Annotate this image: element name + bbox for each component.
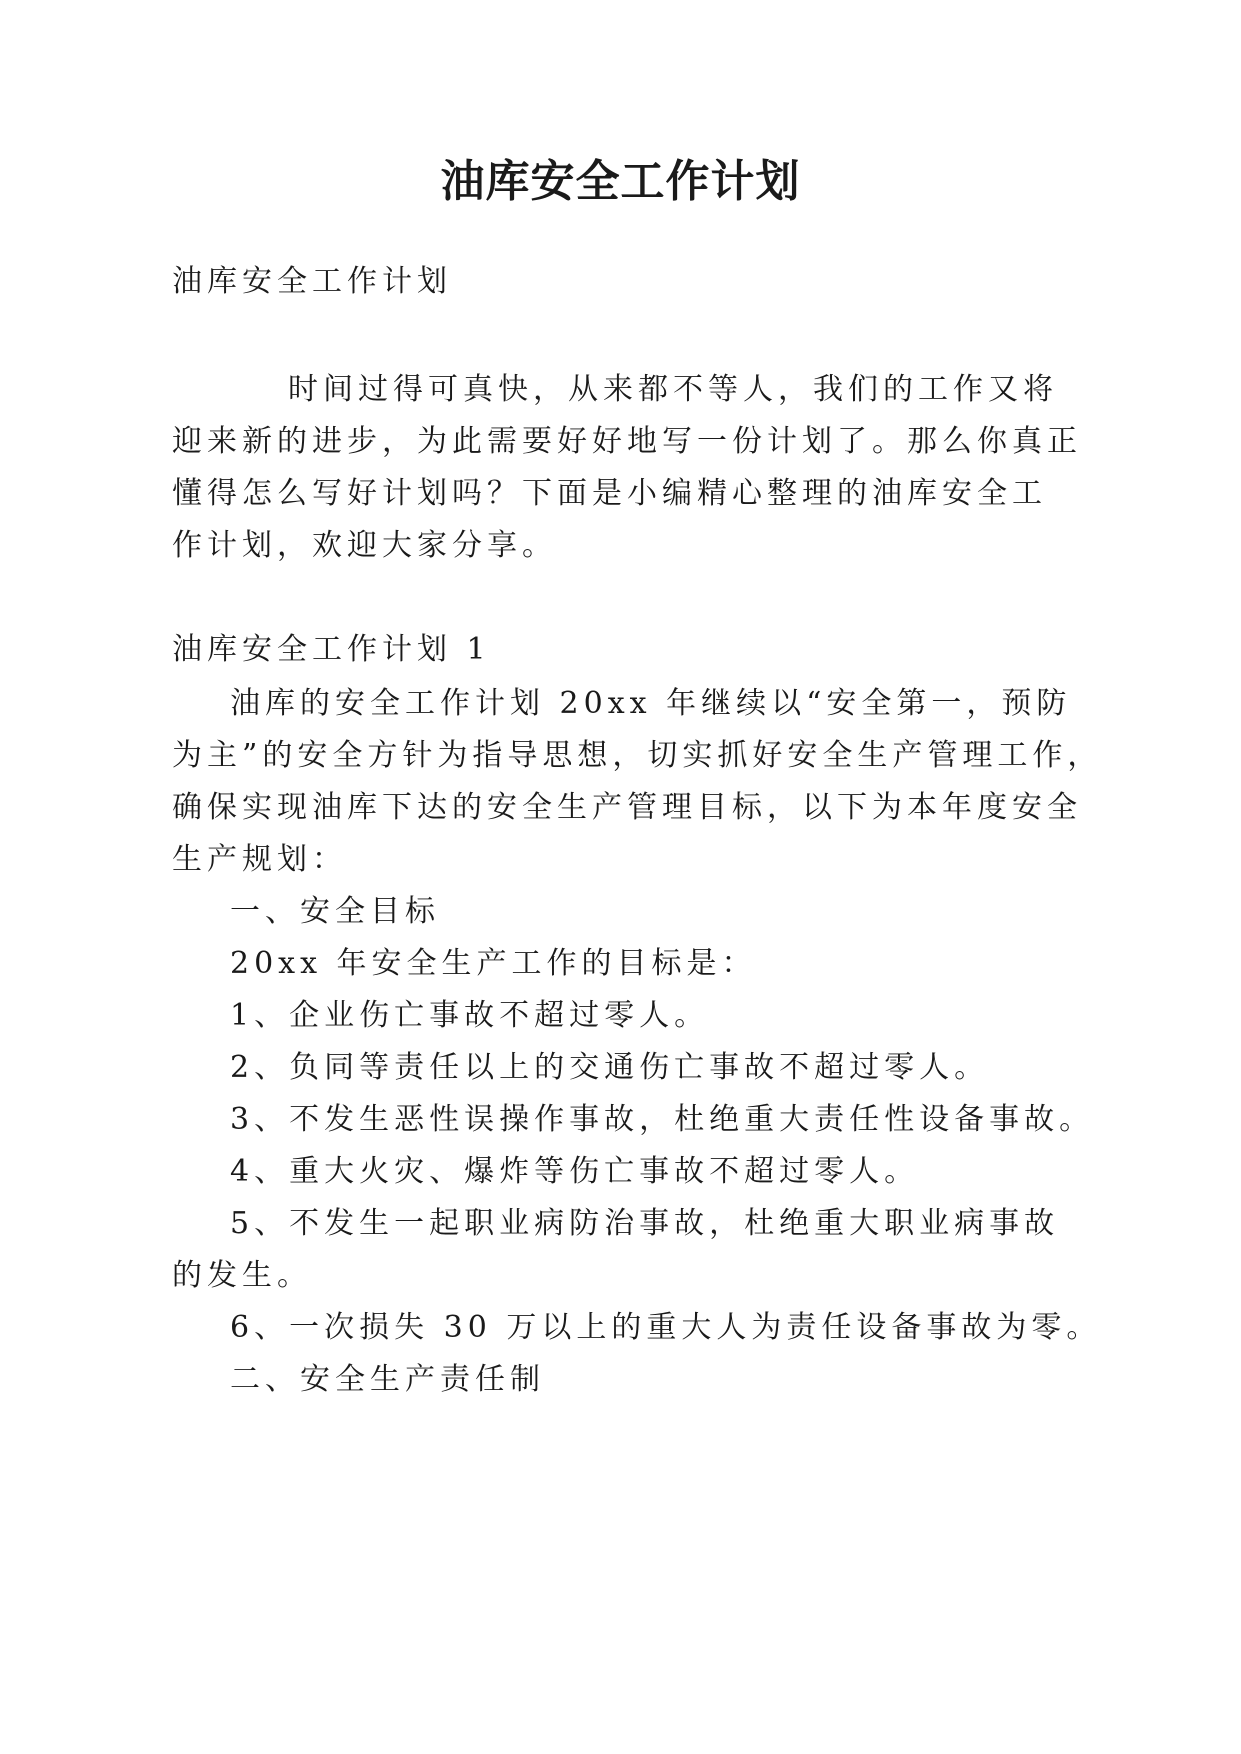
section-heading: 油库安全工作计划 1 (172, 632, 491, 667)
goals-intro: 20xx 年安全生产工作的目标是： (230, 946, 757, 981)
intro-line: 迎来新的进步，为此需要好好地写一份计划了。那么你真正 (172, 424, 1082, 459)
goal-item: 5、不发生一起职业病防治事故，杜绝重大职业病事故 (230, 1206, 1060, 1241)
section-paragraph-line: 为主”的安全方针为指导思想，切实抓好安全生产管理工作， (172, 738, 1103, 773)
document-title: 油库安全工作计划 (440, 156, 801, 207)
goals-heading: 一、安全目标 (230, 894, 440, 929)
goal-item: 4、重大火灾、爆炸等伤亡事故不超过零人。 (230, 1154, 920, 1189)
goal-item-continuation: 的发生。 (172, 1258, 312, 1293)
section-paragraph-line: 油库的安全工作计划 20xx 年继续以“安全第一，预防 (230, 686, 1072, 721)
responsibility-heading: 二、安全生产责任制 (230, 1362, 545, 1397)
goal-item: 3、不发生恶性误操作事故，杜绝重大责任性设备事故。 (230, 1102, 1095, 1137)
goal-item: 2、负同等责任以上的交通伤亡事故不超过零人。 (230, 1050, 990, 1085)
intro-line: 时间过得可真快，从来都不等人，我们的工作又将 (288, 372, 1058, 407)
intro-line: 懂得怎么写好计划吗？下面是小编精心整理的油库安全工 (172, 476, 1047, 511)
document-subtitle: 油库安全工作计划 (172, 264, 452, 299)
intro-line: 作计划，欢迎大家分享。 (172, 528, 557, 563)
section-paragraph-line: 生产规划： (172, 842, 347, 877)
goal-item: 1、企业伤亡事故不超过零人。 (230, 998, 710, 1033)
section-paragraph-line: 确保实现油库下达的安全生产管理目标，以下为本年度安全 (172, 790, 1082, 825)
goal-item: 6、一次损失 30 万以上的重大人为责任设备事故为零。 (230, 1310, 1102, 1345)
